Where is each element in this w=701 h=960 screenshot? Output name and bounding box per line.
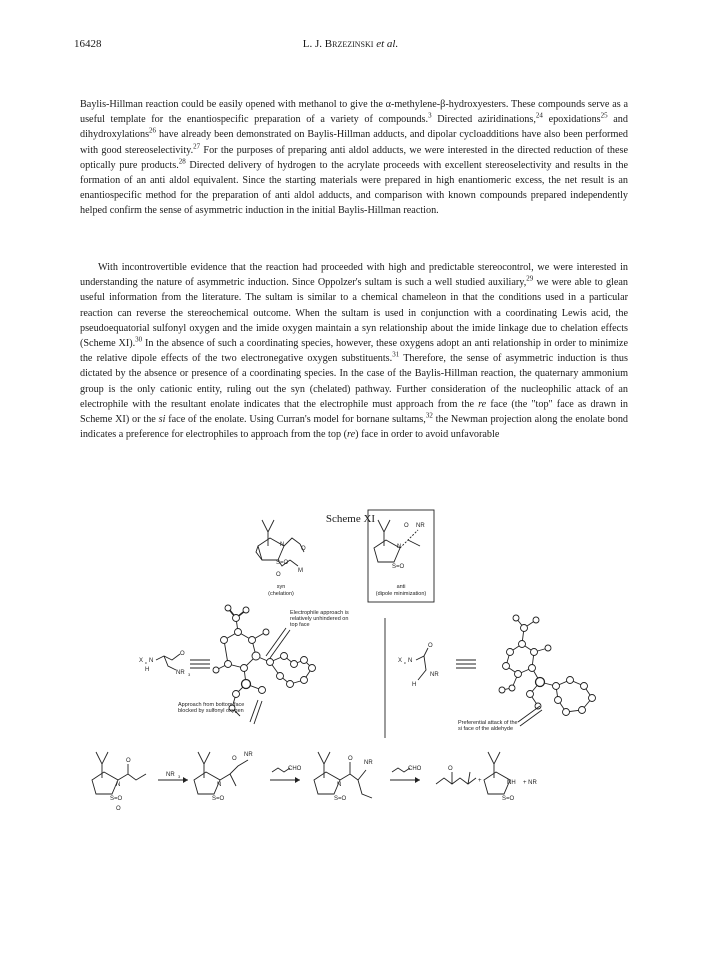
s1-reagent-nr3: NR — [166, 772, 175, 778]
text-run: Directed aziridinations, — [431, 114, 536, 126]
right-nr3-atom: NR — [430, 672, 439, 678]
s2-nr3-atom: NR — [244, 752, 253, 758]
reaction-step-3 — [314, 752, 422, 802]
left-enolate-structure — [139, 651, 210, 677]
text-run: face of the enolate. Using Curran's model for bornane sultams, — [165, 414, 426, 426]
product-plus: + — [478, 778, 482, 784]
citation: 31 — [392, 350, 400, 359]
syn-structure — [256, 520, 306, 597]
citation: 28 — [178, 157, 186, 166]
citation: 30 — [135, 335, 143, 344]
anti-structure — [368, 510, 434, 602]
right-n-atom: N — [408, 658, 413, 664]
syn-o2-atom: O — [276, 572, 281, 578]
xcn-n-atom: N — [149, 658, 154, 664]
anti-n-atom: N — [397, 544, 402, 550]
text-run: and dihydroxylations — [80, 114, 628, 141]
anti-so-atom: S=O — [392, 564, 405, 570]
note-bottom-line-1: Approach from bottom face — [178, 702, 245, 708]
reaction-step-1 — [92, 752, 188, 812]
text-run: the Newman projection along the enolate bond indicates a preference for electrophiles to approach from the top ( — [80, 414, 629, 441]
scheme-title: Scheme XI — [325, 513, 376, 525]
syn-sublabel: (chelation) — [268, 591, 294, 597]
citation: 27 — [193, 142, 201, 151]
anti-o-atom: O — [404, 523, 409, 529]
citation: 3 — [428, 111, 432, 120]
s2-reagent-cho: CHO — [288, 766, 302, 772]
page-number: 16428 — [74, 38, 102, 50]
s3-reagent-cho: CHO — [408, 766, 422, 772]
product-so-atom: S=O — [502, 796, 515, 802]
s2-so-atom: S=O — [212, 796, 225, 802]
product-o-atom: O — [448, 766, 453, 772]
left-h-atom: H — [145, 667, 150, 673]
citation: 25 — [600, 111, 608, 120]
reaction-products — [436, 752, 538, 802]
s3-so-atom: S=O — [334, 796, 347, 802]
text-run: Therefore, the sense of asymmetric induction is thus dictated by the absence or presence of a coordinating species. In the case of the Baylis-Hillman reaction, the quaternary ammonium group is the only cationic entity, ruling out the syn (chelated) pathway. Further consideration of the nucleophilic attack of an electrophile with the resultant enolate indicates that the electrophile must approach from the — [80, 353, 628, 410]
anti-nr3-atom: NR — [416, 523, 425, 529]
text-run: face (the "top" face as drawn in Scheme XI) or the — [80, 398, 628, 426]
text-run: ) face in order to avoid unfavorable — [355, 429, 500, 441]
text-run: we were able to glean useful information from the literature. The sultam is similar to a chemical chameleon in that the conditions used in a particular reaction can reverse the stereochemical outcome. When the sultam is used in conjunction with a coordinating Lewis acid, the pseudoequatorial sulfonyl oxygen and the imide oxygen maintain a syn relationship about the imide linkage due to chelation effects (Scheme XI). — [80, 277, 628, 350]
anti-label: anti — [396, 584, 406, 590]
citation: 24 — [535, 111, 543, 120]
text-run: epoxidations — [542, 114, 601, 126]
right-enolate-structure — [398, 643, 476, 688]
right-xcn-atom: X — [398, 658, 403, 664]
right-h-atom: H — [412, 682, 417, 688]
reaction-step-2 — [194, 752, 302, 802]
note-top-line-1: Electrophile approach is — [290, 610, 349, 616]
note-right-line-2: si face of the aldehyde — [458, 726, 514, 732]
note-bottom-line-2: blocked by sulfonyl oxygen — [178, 708, 244, 714]
syn-label: syn — [276, 584, 286, 590]
s3-n-atom: N — [337, 782, 342, 788]
product-nh-atom: NH — [507, 780, 516, 786]
right-ball-stick-model — [499, 615, 596, 716]
et-al: et al. — [373, 38, 399, 50]
text-run: Baylis-Hillman reaction could be easily opened with methanol to give the α-methylene-β-hydroxyesters. These compounds serve as a useful template for the enantiospecific preparation of a variety of compounds. — [80, 99, 628, 126]
s2-n-atom: N — [217, 782, 222, 788]
right-o-atom: O — [428, 643, 433, 649]
s1-n-atom: N — [116, 782, 121, 788]
s3-o-atom: O — [348, 756, 353, 762]
left-o-atom: O — [180, 651, 185, 657]
s1-reagent-sub: 3 — [178, 774, 181, 779]
note-top-line-3: top face — [290, 622, 310, 628]
text-run: have already been demonstrated on Baylis-Hillman adducts, and dipolar cycloadditions have also been performed with good stereoselectivity. — [80, 129, 628, 156]
anti-sublabel: (dipole minimization) — [375, 591, 427, 597]
s1-so-atom: S=O — [110, 796, 123, 802]
syn-o-atom: O — [301, 546, 306, 552]
text-run: Directed delivery of hydrogen to the acrylate proceeds with excellent stereoselectivity and results in the formation of an anti aldol equivalent. Since the starting materials were prepared in high enantiomeric excess, the net result is an enantiospecific method for the preparation of anti aldol adducts, and comparison with known compounds prepared independently helped confirm the sense of asymmetric induction in the initial Baylis-Hillman reaction. — [80, 159, 628, 217]
bottom-approach-arrow — [250, 700, 262, 724]
citation: 26 — [149, 127, 157, 136]
citation: 32 — [425, 411, 433, 420]
author-initials: L. J. — [302, 38, 325, 50]
note-right-line-1: Preferential attack of the — [458, 720, 518, 726]
italic-term: re — [478, 398, 487, 410]
s3-nr3-atom: NR — [364, 760, 373, 766]
xcn-atom: X — [139, 658, 144, 664]
left-nr3-sub: 3 — [188, 672, 191, 677]
text-run: For the purposes of preparing anti aldol adducts, we were interested in the directed reduction of these optically pure products. — [80, 144, 628, 171]
xcn-sub: c — [145, 660, 147, 665]
italic-term: si — [158, 414, 166, 426]
syn-n-atom: N — [280, 542, 285, 548]
citation: 29 — [526, 274, 534, 283]
product-plus-nr3: + NR — [523, 780, 537, 786]
s2-o-atom: O — [232, 756, 237, 762]
left-equals-sign — [190, 660, 210, 668]
left-nr3-atom: NR — [176, 670, 185, 676]
s1-o2-atom: O — [116, 806, 121, 812]
syn-so-atom: S=O — [276, 560, 289, 566]
right-xcn-sub: c — [404, 660, 406, 665]
syn-m-atom: M — [298, 568, 303, 574]
author-surname: Brzezinski — [324, 38, 374, 50]
italic-term: re — [347, 429, 356, 441]
text-run: In the absence of such a coordinating species, however, these oxygens adopt an anti relationship in order to minimize the relative dipole effects of the two electronegative oxygen substituents. — [80, 338, 628, 365]
s1-o-atom: O — [126, 758, 131, 764]
text-run: With incontrovertible evidence that the reaction had proceeded with high and predictable stereocontrol, we were interested in understanding the nature of asymmetric induction. Since Oppolzer's sultam is such a well studied auxiliary, — [80, 262, 628, 289]
note-top-line-2: relatively unhindered on — [290, 616, 349, 622]
right-equals-sign — [456, 660, 476, 668]
